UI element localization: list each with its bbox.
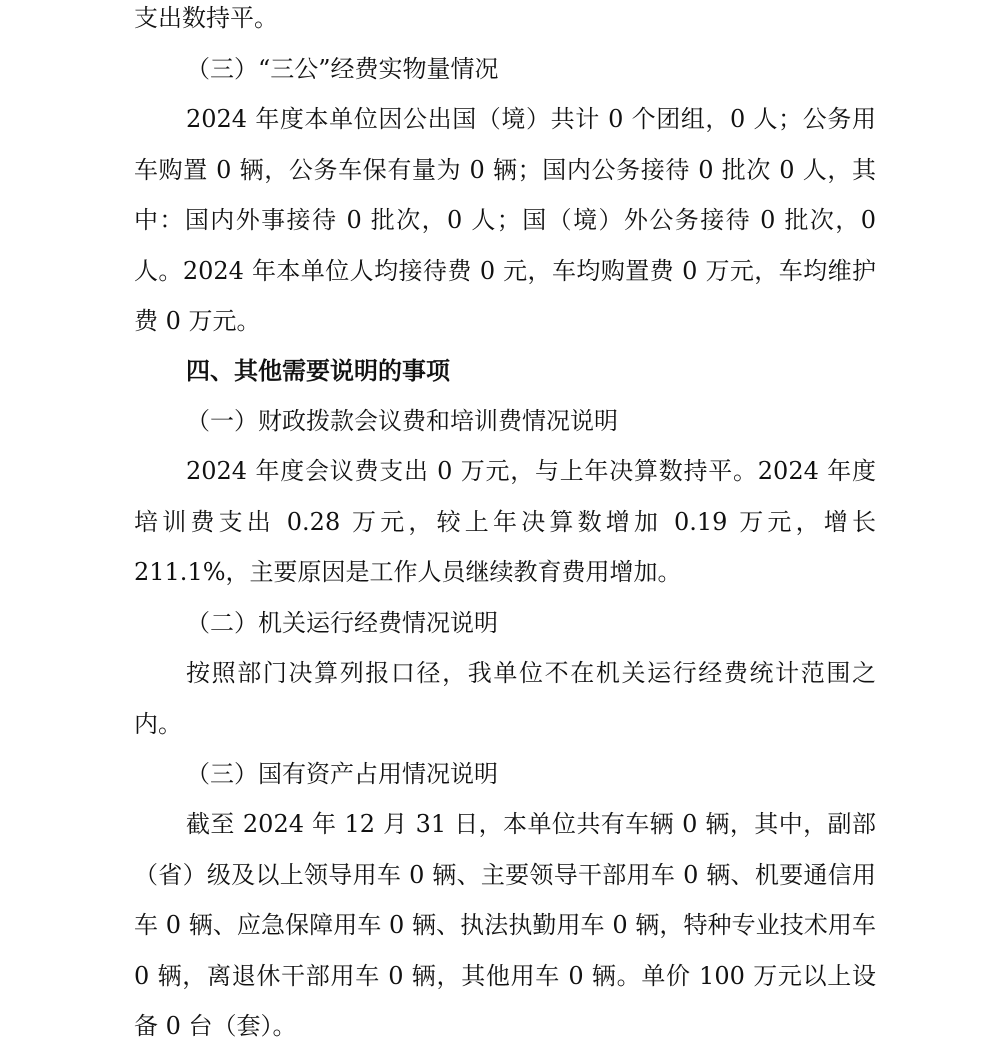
item-one-body: 2024 年度会议费支出 0 万元，与上年决算数持平。2024 年度培训费支出 0.28 万元，较上年决算数增加 0.19 万元，增长 211.1%，主要原因是工作人员继续教育费用增加。 — [134, 457, 876, 586]
section-three-gong-heading: （三）“三公”经费实物量情况 — [186, 55, 499, 83]
item-three-body: 截至 2024 年 12 月 31 日，本单位共有车辆 0 辆，其中，副部（省）级及以上领导用车 0 辆、主要领导干部用车 0 辆、机要通信用车 0 辆、应急保障用车 0 辆、执法执勤用车 0 辆，特种专业技术用车 0 辆，离退休干部用车 0 辆，其他用车 0 辆。单价 100 万元以上设备 0 台（套）。 — [134, 810, 876, 1040]
section-three-gong-body: 2024 年度本单位因公出国（境）共计 0 个团组，0 人；公务用车购置 0 辆，公务车保有量为 0 辆；国内公务接待 0 批次 0 人，其中：国内外事接待 0 批次，0 人；国（境）外公务接待 0 批次，0 人。2024 年本单位人均接待费 0 元，车均购置费 0 万元，车均维护费 0 万元。 — [134, 105, 876, 335]
continuation-text: 支出数持平。 — [134, 4, 278, 32]
item-two-heading: （二）机关运行经费情况说明 — [186, 609, 498, 637]
item-two-body: 按照部门决算列报口径，我单位不在机关运行经费统计范围之内。 — [134, 659, 876, 738]
item-three-heading: （三）国有资产占用情况说明 — [186, 760, 498, 788]
part-four-heading: 四、其他需要说明的事项 — [186, 356, 450, 385]
item-one-heading: （一）财政拨款会议费和培训费情况说明 — [186, 407, 618, 435]
